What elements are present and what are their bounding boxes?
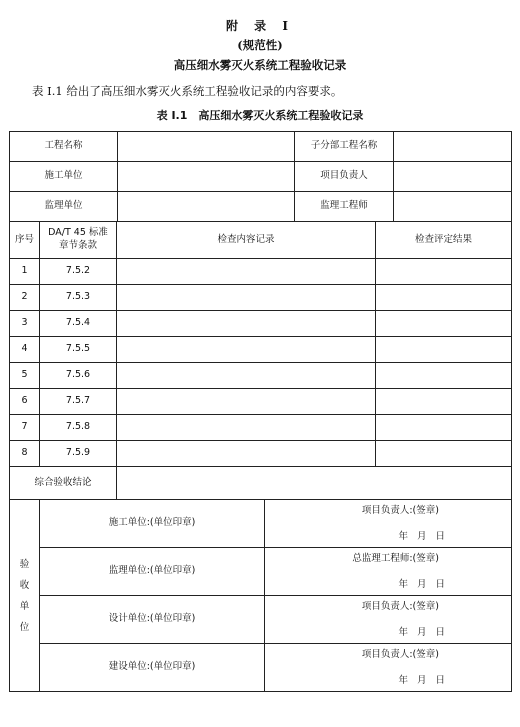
item-number: 1: [10, 259, 40, 285]
signer-label: 项目负责人:(签章): [361, 505, 439, 516]
info-row: [10, 162, 512, 192]
item-number: 5: [10, 363, 40, 389]
item-result-cell[interactable]: [376, 441, 512, 467]
info-value-right[interactable]: [394, 132, 516, 161]
item-content-cell[interactable]: [117, 389, 376, 415]
vertical-char: 位: [19, 621, 30, 633]
seq-header: 序号: [10, 222, 40, 259]
acceptance-unit: 监理单位:(单位印章): [40, 548, 265, 596]
info-label-right: 项目负责人: [295, 162, 394, 191]
acceptance-row: [10, 644, 512, 692]
signature-cell[interactable]: [265, 500, 512, 548]
acceptance-record-table: [9, 131, 512, 692]
info-value-right[interactable]: [394, 162, 516, 191]
info-inner-table: [10, 132, 515, 161]
clause-header-line2: 章节条款: [58, 240, 97, 251]
conclusion-row: [10, 467, 512, 500]
item-content-cell[interactable]: [117, 415, 376, 441]
item-number: 3: [10, 311, 40, 337]
item-number: 2: [10, 285, 40, 311]
item-clause: 7.5.7: [40, 389, 117, 415]
table-row: [10, 389, 512, 415]
item-clause: 7.5.4: [40, 311, 117, 337]
acceptance-row: [10, 548, 512, 596]
signature-box: [265, 548, 511, 595]
item-content-cell[interactable]: [117, 311, 376, 337]
table-row: [10, 415, 512, 441]
item-content-cell[interactable]: [117, 363, 376, 389]
intro-paragraph: 表 I.1 给出了高压细水雾灭火系统工程验收记录的内容要求。: [32, 84, 343, 98]
date-label: 年 月 日: [398, 531, 445, 542]
signature-cell[interactable]: [265, 548, 512, 596]
content-header: 检查内容记录: [117, 222, 376, 259]
table-row: [10, 259, 512, 285]
signer-label: 项目负责人:(签章): [361, 601, 439, 612]
table-row: [10, 337, 512, 363]
item-content-cell[interactable]: [117, 441, 376, 467]
acceptance-unit: 设计单位:(单位印章): [40, 596, 265, 644]
item-number: 7: [10, 415, 40, 441]
info-inner-table: [10, 192, 515, 221]
table-row: [10, 311, 512, 337]
item-clause: 7.5.8: [40, 415, 117, 441]
vertical-char: 单: [19, 600, 30, 612]
signature-box: [265, 644, 511, 691]
info-row-cell: [10, 132, 512, 162]
info-inner-table: [10, 162, 515, 191]
normative-label: (规范性): [237, 38, 283, 52]
info-row: [10, 192, 512, 222]
info-value-left[interactable]: [118, 162, 295, 191]
item-clause: 7.5.3: [40, 285, 117, 311]
item-result-cell[interactable]: [376, 259, 512, 285]
acceptance-row: [10, 500, 512, 548]
appendix-heading: 附 录 I: [226, 19, 294, 33]
info-label-right: 子分部工程名称: [295, 132, 394, 161]
conclusion-value[interactable]: [117, 467, 512, 500]
item-result-cell[interactable]: [376, 389, 512, 415]
clause-header-line1: DA/T 45 标准: [48, 227, 108, 239]
signature-cell[interactable]: [265, 596, 512, 644]
info-value-right[interactable]: [394, 192, 516, 221]
vertical-char: 验: [19, 558, 30, 570]
item-content-cell[interactable]: [117, 337, 376, 363]
item-number: 8: [10, 441, 40, 467]
item-result-cell[interactable]: [376, 337, 512, 363]
date-label: 年 月 日: [398, 627, 445, 638]
item-clause: 7.5.6: [40, 363, 117, 389]
signature-box: [265, 500, 511, 547]
result-header: 检查评定结果: [376, 222, 512, 259]
table-caption: 表 I.1 高压细水雾灭火系统工程验收记录: [156, 109, 364, 122]
signature-cell[interactable]: [265, 644, 512, 692]
date-label: 年 月 日: [398, 579, 445, 590]
info-value-left[interactable]: [118, 192, 295, 221]
item-result-cell[interactable]: [376, 363, 512, 389]
acceptance-row: [10, 596, 512, 644]
info-label-right: 监理工程师: [295, 192, 394, 221]
info-label-left: 施工单位: [10, 162, 118, 191]
acceptance-unit: 施工单位:(单位印章): [40, 500, 265, 548]
date-label: 年 月 日: [398, 675, 445, 686]
item-result-cell[interactable]: [376, 415, 512, 441]
item-clause: 7.5.9: [40, 441, 117, 467]
item-result-cell[interactable]: [376, 285, 512, 311]
acceptance-unit: 建设单位:(单位印章): [40, 644, 265, 692]
signer-label: 总监理工程师:(签章): [352, 553, 439, 564]
conclusion-label: 综合验收结论: [10, 467, 117, 500]
column-header-row: [10, 222, 512, 259]
item-content-cell[interactable]: [117, 285, 376, 311]
acceptance-vertical-label: [10, 500, 40, 692]
table-row: [10, 285, 512, 311]
info-label-left: 监理单位: [10, 192, 118, 221]
signature-box: [265, 596, 511, 643]
item-number: 4: [10, 337, 40, 363]
table-row: [10, 441, 512, 467]
item-content-cell[interactable]: [117, 259, 376, 285]
clause-header: [40, 222, 117, 259]
info-row-cell: [10, 162, 512, 192]
appendix-title: 高压细水雾灭火系统工程验收记录: [173, 58, 347, 72]
signer-label: 项目负责人:(签章): [361, 649, 439, 660]
info-value-left[interactable]: [118, 132, 295, 161]
item-clause: 7.5.5: [40, 337, 117, 363]
info-row-cell: [10, 192, 512, 222]
item-result-cell[interactable]: [376, 311, 512, 337]
table-row: [10, 363, 512, 389]
info-label-left: 工程名称: [10, 132, 118, 161]
info-row: [10, 132, 512, 162]
item-clause: 7.5.2: [40, 259, 117, 285]
item-number: 6: [10, 389, 40, 415]
vertical-char: 收: [19, 579, 30, 591]
